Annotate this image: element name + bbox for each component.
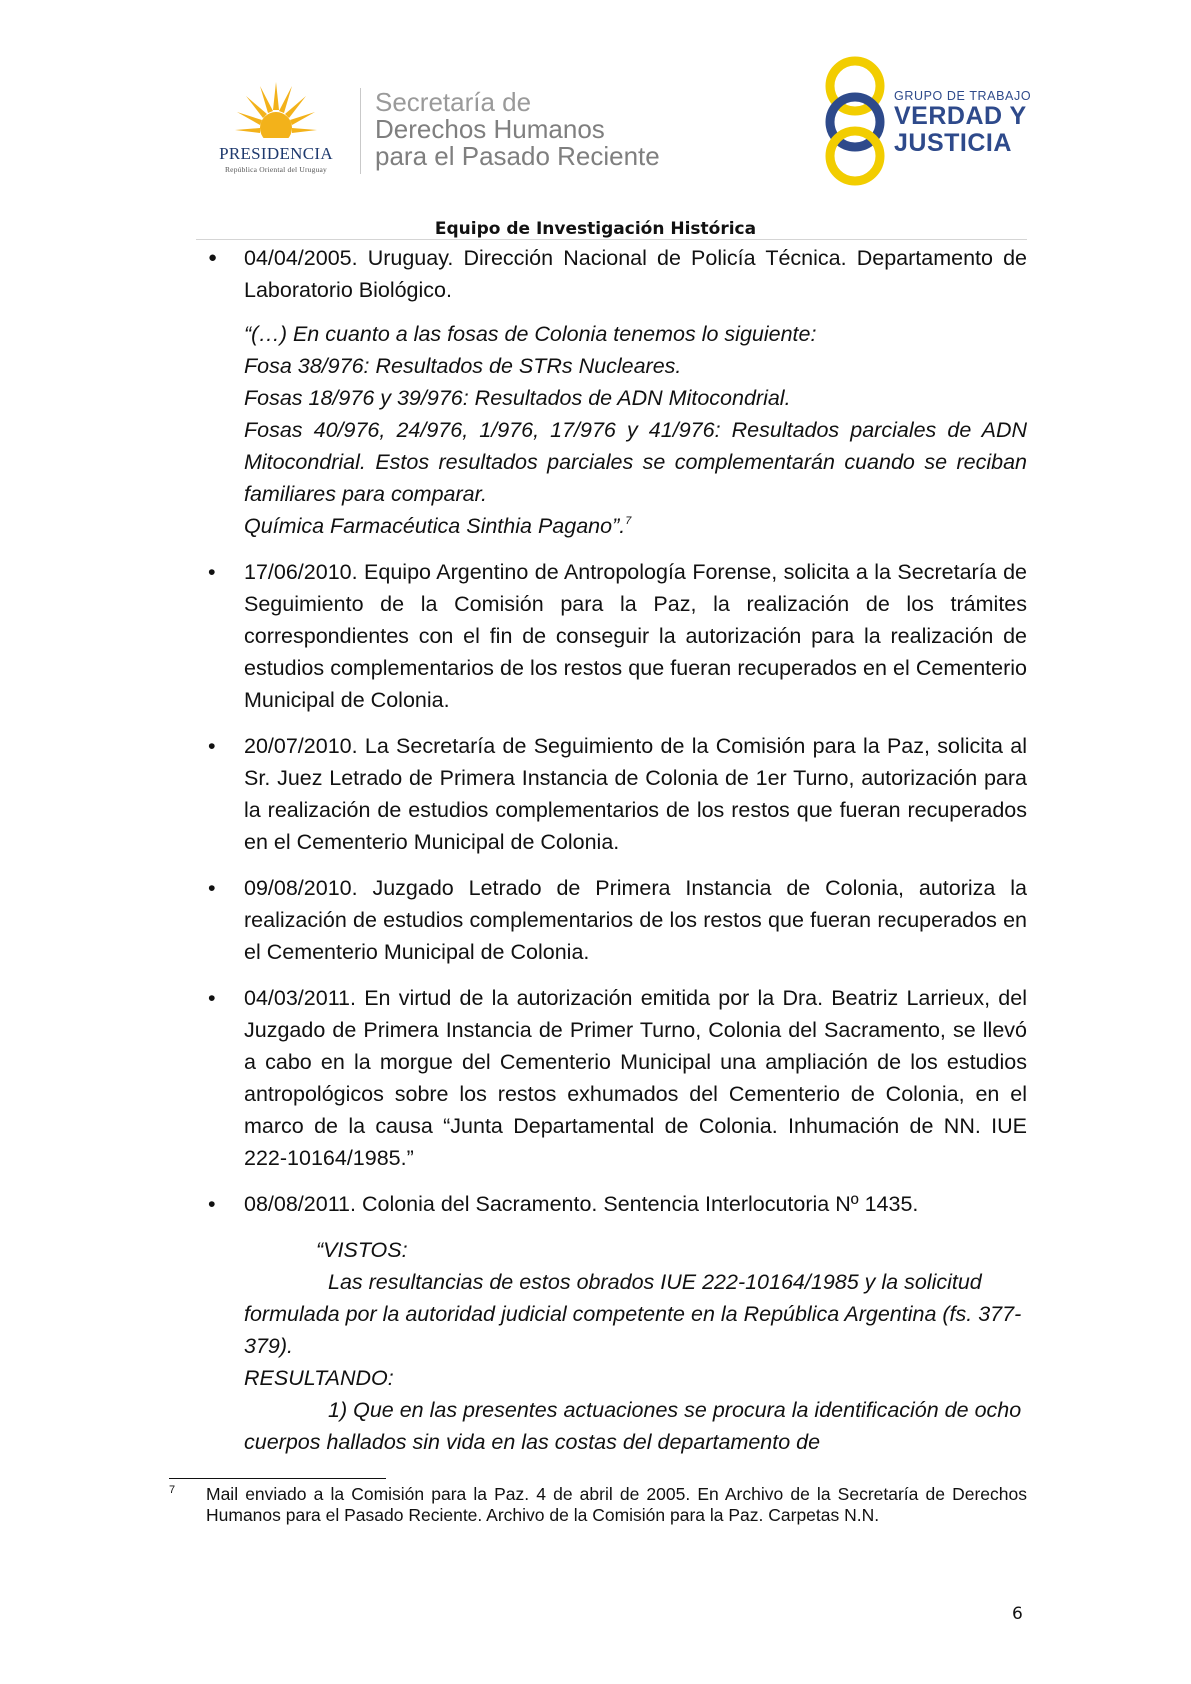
presidencia-name: PRESIDENCIA: [219, 144, 333, 163]
resultando-label: RESULTANDO:: [244, 1366, 394, 1390]
vyj-line-3: JUSTICIA: [894, 129, 1012, 157]
quote-line: Fosa 38/976: Resultados de STRs Nucleares.: [244, 354, 682, 378]
footnote-ref[interactable]: 7: [625, 515, 632, 527]
bullet-icon: •: [208, 560, 216, 584]
secretaria-line-1: Secretaría de: [375, 87, 532, 117]
secretaria-wordmark: [375, 89, 660, 170]
timeline-entry: [208, 982, 1027, 1174]
entry-text: 20/07/2010. La Secretaría de Seguimiento de la Comisión para la Paz, solicita al Sr. Juez Letrado de Primera Instancia de Colonia de 1er Turno, autorización para la realización de estudios complementarios de los restos que fueran recuperados en el Cementerio Municipal de Colonia.: [244, 734, 1027, 854]
timeline-entry: [208, 556, 1027, 716]
entry-text: 08/08/2011. Colonia del Sacramento. Sentencia Interlocutoria Nº 1435.: [244, 1192, 919, 1216]
page-number: 6: [1012, 1604, 1023, 1624]
bullet-icon: •: [208, 734, 216, 758]
vyj-text-block: [894, 89, 1031, 157]
sentence-quote: [244, 1234, 1027, 1458]
presidencia-logo: [196, 80, 354, 180]
footnote-number: 7: [169, 1484, 176, 1496]
resultando-paragraph-text: 1) Que en las presentes actuaciones se procura la identificación de ocho cuerpos hallados sin vida en las costas del departamento de: [244, 1398, 1022, 1454]
presidencia-subtitle: República Oriental del Uruguay: [224, 165, 327, 174]
quote-signature: [244, 510, 1027, 542]
sun-icon: [234, 80, 318, 142]
resultando-paragraph: [244, 1394, 1027, 1458]
footnote-separator: [169, 1478, 386, 1479]
vistos-paragraph-text: Las resultancias de estos obrados IUE 222-10164/1985 y la solicitud formulada por la autoridad judicial competente en la República Argentina (fs. 377-379).: [244, 1270, 1022, 1358]
timeline-entry: [208, 242, 1027, 306]
entry-text: 09/08/2010. Juzgado Letrado de Primera Instancia de Colonia, autoriza la realización de estudios complementarios de los restos que fueran recuperados en el Cementerio Municipal de Colonia.: [244, 876, 1027, 964]
verdad-y-justicia-logo: [820, 56, 1035, 186]
bullet-icon: •: [208, 986, 216, 1010]
footnote-text: Mail enviado a la Comisión para la Paz. 4 de abril de 2005. En Archivo de la Secretaría de Derechos Humanos para el Pasado Reciente. Archivo de la Comisión para la Paz. Carpetas N.N.: [206, 1484, 1027, 1525]
team-heading: Equipo de Investigación Histórica: [434, 219, 757, 239]
entry-text: 04/04/2005. Uruguay. Dirección Nacional de Policía Técnica. Departamento de Laboratorio Biológico.: [244, 246, 1027, 302]
vyj-line-1: GRUPO DE TRABAJO: [894, 89, 1032, 103]
quote-line: Fosas 40/976, 24/976, 1/976, 17/976 y 41/976: Resultados parciales de ADN Mitocondrial. Estos resultados parciales se complementarán cuando se reciban familiares para comparar.: [244, 418, 1027, 506]
header-divider: [360, 88, 361, 174]
secretaria-line-2: Derechos Humanos: [375, 114, 605, 144]
timeline-entry: [208, 872, 1027, 968]
vyj-line-2: VERDAD Y: [894, 102, 1027, 130]
vistos-label: “VISTOS:: [316, 1238, 408, 1262]
bullet-icon: •: [208, 1192, 216, 1216]
interlocked-rings-icon: [820, 56, 890, 186]
bullet-icon: ●: [208, 249, 218, 266]
lab-quote: [244, 318, 1027, 542]
entry-text: 04/03/2011. En virtud de la autorización emitida por la Dra. Beatriz Larrieux, del Juzgado de Primera Instancia de Primer Turno, Colonia del Sacramento, se llevó a cabo en la morgue del Cementerio Municipal una ampliación de los estudios antropológicos sobre los restos exhumados del Cementerio de Colonia, en el marco de la causa “Junta Departamental de Colonia. Inhumación de NN. IUE 222-10164/1985.”: [244, 986, 1027, 1170]
timeline-entry: [208, 730, 1027, 858]
heading-underline: [196, 239, 1027, 240]
quote-line: “(…) En cuanto a las fosas de Colonia tenemos lo siguiente:: [244, 322, 817, 346]
bullet-icon: •: [208, 876, 216, 900]
timeline-entry: [208, 1188, 1027, 1220]
quote-line: Fosas 18/976 y 39/976: Resultados de ADN Mitocondrial.: [244, 386, 791, 410]
entry-text: 17/06/2010. Equipo Argentino de Antropología Forense, solicita a la Secretaría de Seguimiento de la Comisión para la Paz, la realización de los trámites correspondientes con el fin de conseguir la autorización para la realización de estudios complementarios de los restos que fueran recuperados en el Cementerio Municipal de Colonia.: [244, 560, 1027, 712]
vistos-paragraph: [244, 1266, 1027, 1362]
quote-signature-text: Química Farmacéutica Sinthia Pagano”.: [244, 514, 626, 538]
document-body: [208, 242, 1027, 1458]
secretaria-line-3: para el Pasado Reciente: [375, 141, 660, 171]
